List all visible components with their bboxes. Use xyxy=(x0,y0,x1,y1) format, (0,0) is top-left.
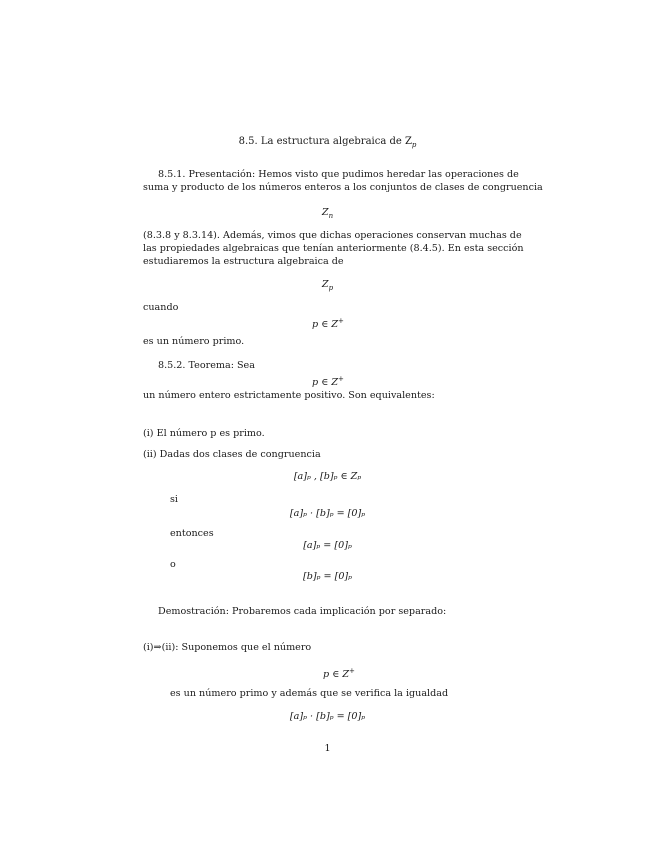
proof-formula-p: p ∈ Z+ xyxy=(323,667,355,681)
proof-step: (i)⇒(ii): Suponemos que el número xyxy=(143,642,312,653)
page-number: 1 xyxy=(324,743,331,754)
formula-a-zero: [a]ₚ = [0]ₚ xyxy=(303,540,352,551)
presentation-line-1: 8.5.1. Presentación: Hemos visto que pudimos heredar las operaciones de xyxy=(158,169,519,180)
presentation-line-2: suma y producto de los números enteros a los conjuntos de clases de congruencia xyxy=(143,182,543,193)
formula-classes: [a]ₚ , [b]ₚ ∈ Zₚ xyxy=(293,471,362,482)
theorem-entonces: entonces xyxy=(170,528,214,539)
theorem-si: si xyxy=(170,494,178,505)
formula-product: [a]ₚ · [b]ₚ = [0]ₚ xyxy=(289,508,366,519)
presentation-line-4: las propiedades algebraicas que tenían anteriormente (8.4.5). En esta sección xyxy=(143,243,524,254)
proof-formula-product: [a]ₚ · [b]ₚ = [0]ₚ xyxy=(289,711,366,722)
presentation-cuando: cuando xyxy=(143,302,179,313)
formula-p-in-z: p ∈ Z+ xyxy=(312,317,344,331)
presentation-line-3: (8.3.8 y 8.3.14). Además, vimos que dichas operaciones conservan muchas de xyxy=(143,230,522,241)
theorem-o: o xyxy=(170,559,176,570)
proof-line: es un número primo y además que se verifica la igualdad xyxy=(170,688,449,699)
theorem-formula: p ∈ Z+ xyxy=(312,375,344,389)
theorem-item-2: (ii) Dadas dos clases de congruencia xyxy=(143,449,321,460)
theorem-line-2: un número entero estrictamente positivo. Son equivalentes: xyxy=(143,390,435,401)
formula-zn: $Z_n$ xyxy=(321,207,334,220)
formula-b-zero: [b]ₚ = [0]ₚ xyxy=(302,571,353,582)
section-title: 8.5. La estructura algebraica de $Z_p$ xyxy=(238,136,417,149)
proof-heading: Demostración: Probaremos cada implicación por separado: xyxy=(158,606,447,617)
theorem-heading: 8.5.2. Teorema: Sea xyxy=(158,360,255,371)
formula-zp: $Z_p$ xyxy=(321,279,334,292)
presentation-line-5: estudiaremos la estructura algebraica de xyxy=(143,256,344,267)
theorem-item-1: (i) El número p es primo. xyxy=(143,428,265,439)
presentation-end: es un número primo. xyxy=(143,336,245,347)
